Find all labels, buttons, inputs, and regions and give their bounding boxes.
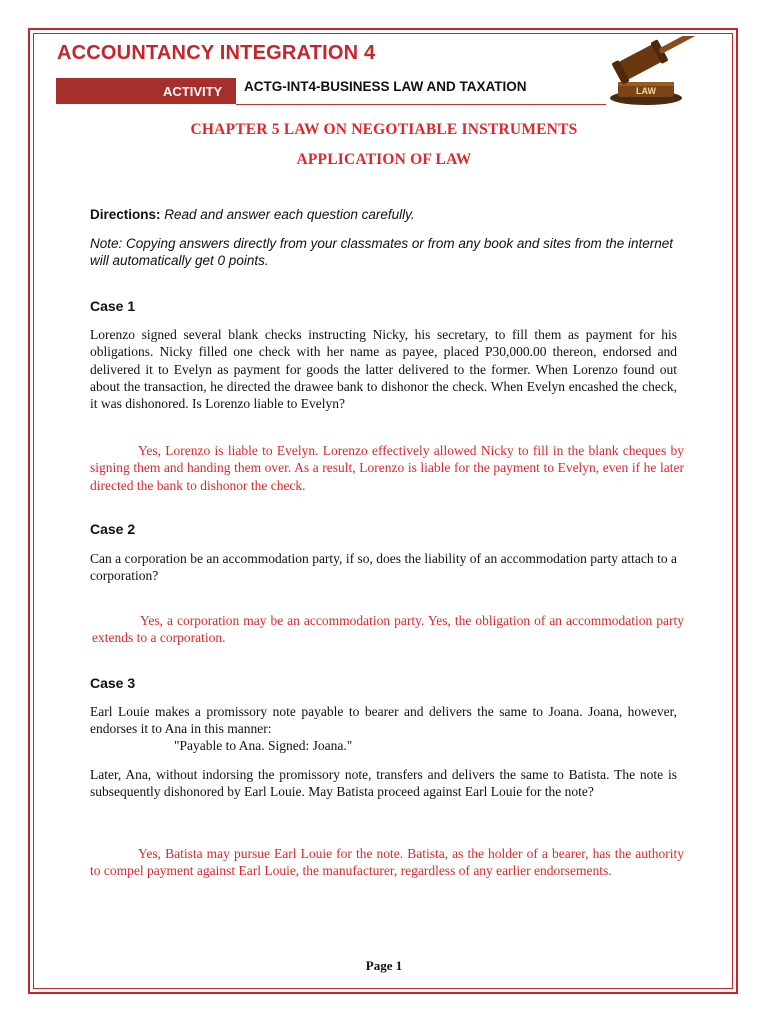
activity-label: ACTIVITY bbox=[163, 84, 223, 99]
chapter-subtitle: APPLICATION OF LAW bbox=[296, 151, 472, 168]
case-3-heading: Case 3 bbox=[90, 675, 136, 691]
case-3-question-cont: Later, Ana, without indorsing the promissory note, transfers and delivers the same to Batista. The note is subsequently dishonored by Earl Louie. May Batista proceed against Earl Louie for the note? bbox=[90, 767, 677, 800]
directions-label: Directions: bbox=[90, 207, 161, 222]
gavel-block-label: LAW bbox=[636, 86, 656, 96]
case-1-question: Lorenzo signed several blank checks instructing Nicky, his secretary, to fill them as payment for his obligations. Nicky filled one check with her name as payee, placed P30,000.00 thereon, endorsed and delivered it to Evelyn as payment for goods the latter delivered to the former. When Lorenzo found out about the transaction, he directed the drawee bank to dishonor the check. When Evelyn encashed the check, it was dishonored. Is Lorenzo liable to Evelyn? bbox=[90, 327, 677, 412]
case-2-heading: Case 2 bbox=[90, 521, 136, 537]
header-divider bbox=[236, 104, 606, 105]
chapter-title: CHAPTER 5 LAW ON NEGOTIABLE INSTRUMENTS bbox=[190, 121, 578, 138]
page-number: Page 1 bbox=[365, 958, 403, 973]
case-1-answer: Yes, Lorenzo is liable to Evelyn. Lorenzo effectively allowed Nicky to fill in the blank cheques by signing them and handing them over. As a result, Lorenzo is liable for the payment to Evelyn, even if he later directed the bank to dishonor the check. bbox=[90, 443, 684, 493]
directions-text: Read and answer each question carefully. bbox=[164, 207, 415, 222]
case-2-question: Can a corporation be an accommodation party, if so, does the liability of an accommodation party attach to a corporation? bbox=[90, 551, 677, 584]
copy-note: Note: Copying answers directly from your classmates or from any book and sites from the internet will automatically get 0 points. bbox=[90, 236, 673, 268]
endorsement-quote: "Payable to Ana. Signed: Joana." bbox=[174, 738, 353, 753]
case-3-question: Earl Louie makes a promissory note payable to bearer and delivers the same to Joana. Joana, however, endorses it to Ana in this manner: bbox=[90, 704, 677, 737]
case-3-answer: Yes, Batista may pursue Earl Louie for the note. Batista, as the holder of a bearer, has the authority to compel payment against Earl Louie, the manufacturer, regardless of any earlier endorsements. bbox=[90, 846, 684, 879]
case-1-heading: Case 1 bbox=[90, 298, 136, 314]
case-2-answer: Yes, a corporation may be an accommodation party. Yes, the obligation of an accommodation party extends to a corporation. bbox=[92, 613, 684, 646]
course-code: ACTG-INT4-BUSINESS LAW AND TAXATION bbox=[244, 79, 527, 94]
directions bbox=[90, 206, 690, 223]
gavel-icon bbox=[600, 36, 728, 106]
document-title: ACCOUNTANCY INTEGRATION 4 bbox=[57, 42, 376, 64]
